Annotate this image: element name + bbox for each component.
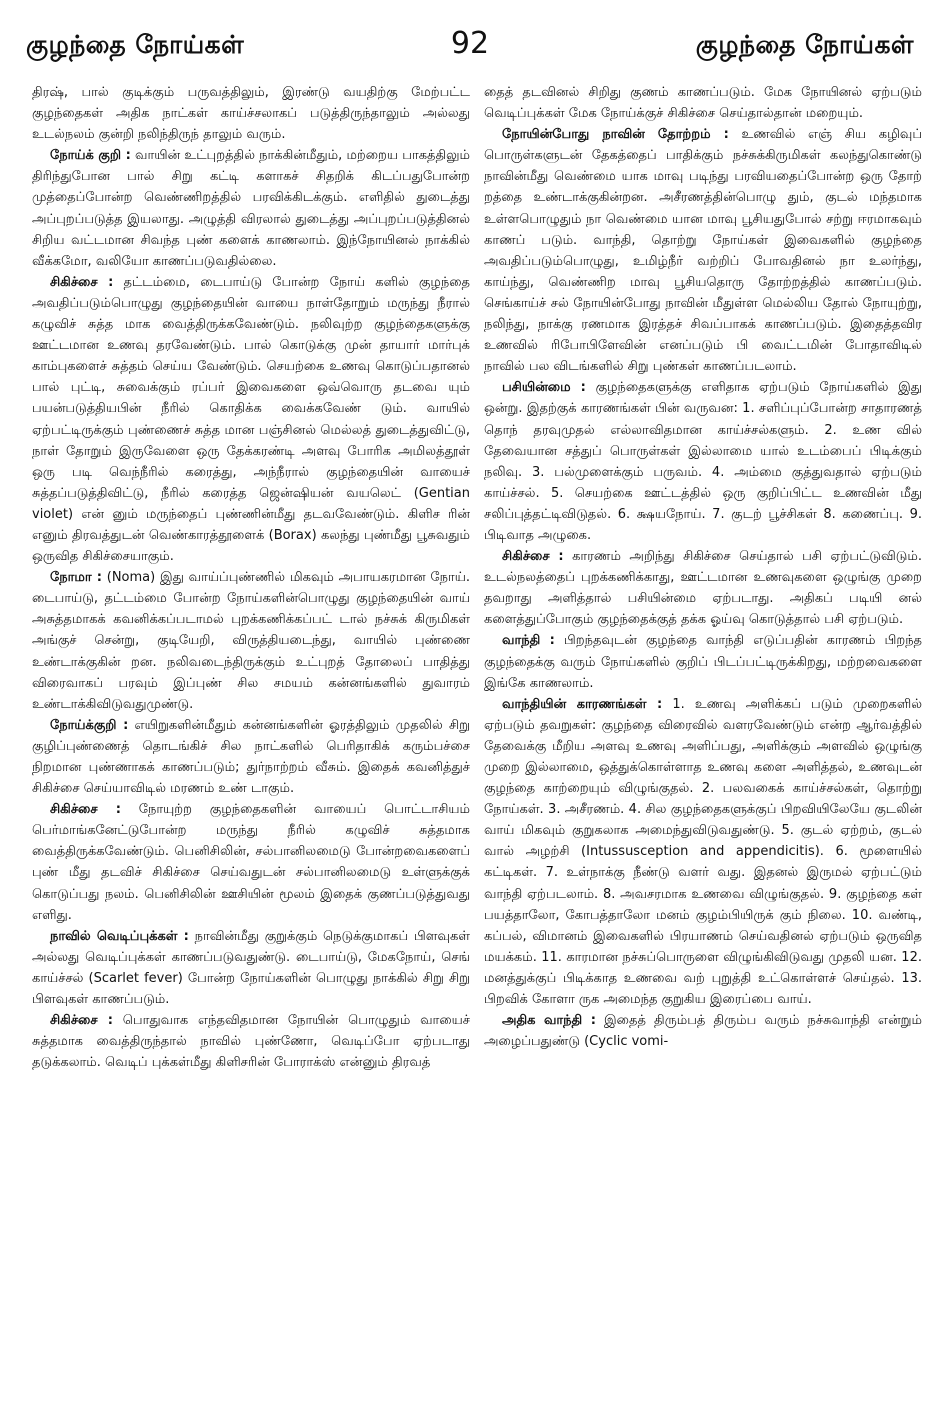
paragraph-text: வாயின் உட்புறத்தில் நாக்கின்மீதும், மற்றைய பாகத்திலும் திரிந்துபோன பால் சிறு கட்டி களாகச் சிதறிக் கிடப்பதுபோன்ற முத்தைப்போன்ற வெண்ணிறத்தில் பரவிக்கிடக்கும். எளிதில் துடைத்து அப்புறப்படுத்த இயலாது. அழுத்தி விரலால் துடைத்து அப்புறப்படுத்தினல் சிறிய வட்டமான சிவந்த புண் களைக் காணலாம். இந்நோயினல் நாக்கில் வீக்கமோ, வலியோ காணப்படுவதில்லை. xyxy=(32,148,470,269)
paragraph xyxy=(32,567,470,715)
section-label: நோமா : xyxy=(50,570,102,586)
paragraph-text: காரணம் அறிந்து சிகிச்சை செய்தால் பசி ஏற்பட்டுவிடும். உடல்நலத்தைப் புறக்கணிக்காது, ஊட்டமான உணவுகளை ஒழுங்கு முறை தவறாது அளித்தால் பசியின்மை ஏற்படாது. அதிகப் படியி னல் களைத்துப்போகும் குழந்தைக்குத் தக்க ஓய்வு கொடுத்தால் பசி ஏற்படும். xyxy=(484,549,922,628)
paragraph xyxy=(32,715,470,799)
paragraph xyxy=(484,546,922,630)
paragraph-text: 1. உணவு அளிக்கப் படும் முறைகளில் ஏற்படும் தவறுகள்: குழந்தை விரைவில் வளரவேண்டும் என்ற ஆர்வத்தில் தேவைக்கு மீறிய அளவு உணவு அளிப்பது, அளிக்கும் அளவில் ஒழுங்கு முறை இல்லாமை, ஒத்துக்கொள்ளாத உணவு களை அளித்தல், உணவுடன் குழந்தை காற்றையும் விழுங்குதல். 2. பலவகைக் காய்ச்சல்கள், தொற்று நோய்கள். 3. அசீரணம். 4. சில குழந்தைகளுக்குப் பிறவியிலேயே குடலின் வாய் மிகவும் குறுகலாக அமைந்துவிடுவதுண்டு. 5. குடல் ஏற்றம், குடல் வால் அழற்சி (Intussusception and appendicitis). 6. மூளையில் கட்டிகள். 7. உள்நாக்கு நீண்டு வளர் வது. இதனல் இருமல் ஏற்பட்டும் வாந்தி ஏற்படலாம். 8. அவசரமாக உணவை விழுங்குதல். 9. குழந்தை கள் பயத்தாலோ, கோபத்தாலோ மனம் குழம்பியிருக் கும் நிலை. 10. வண்டி, கப்பல், விமானம் இவைகளில் பிரயாணம் செய்வதினல் ஏற்படும் ஒருவித மயக்கம். 11. காரமான நச்சுப்பொருளை விழுங்கிவிடுவது முதலி யன. 12. மனத்துக்குப் பிடிக்காத உணவை வற் புறுத்தி உட்கொள்ளச் செய்தல். 13. பிறவிக் கோளா ருக அமைந்த குறுகிய இரைப்பை வாய். xyxy=(484,696,922,1008)
section-label: சிகிச்சை : xyxy=(50,802,121,818)
section-label: நோய்க் குறி : xyxy=(50,148,131,164)
paragraph-text: தைத் தடவினல் சிறிது குணம் காணப்படும். மேக நோயினல் ஏற்படும் வெடிப்புக்கள் மேக நோய்க்குச் சிகிச்சை செய்தால்தான் மறையும். xyxy=(484,85,922,122)
paragraph-text: உணவில் எஞ் சிய கழிவுப் பொருள்களுடன் தேகத்தைப் பாதிக்கும் நச்சுக்கிருமிகள் கலந்துகொண்டு நாவின்மீது வெண்மை யாக மாவு படிந்து பரவியதைப்போன்ற ஒரு தோற் றத்தை உண்டாக்குகின்றன. அசீரணத்தின்பொழு தும், குடல் மந்தமாக உள்ளபொழுதும் நா வெண்மை யான மாவு பூசியதுபோல் சற்று ஈரமாகவும் காணப் படும். வாந்தி, தொற்று நோய்கள் இவைகளில் குழந்தை அவதிப்படும்பொழுது, உமிழ்நீர் வற்றிப் போவதினல் நா உலர்ந்து, காய்ந்து, வெண்ணிற மாவு பூசியதொரு தோற்றத்தில் காணப்படும். செங்காய்ச் சல் நோயின்போது நாவின் மீதுள்ள மெல்லிய தோல் நோயுற்று, நலிந்து, நாக்கு ரணமாக இரத்தச் சிவப்பாகக் காணப்படும். இதைத்தவிர உணவில் ரிபோபிளேவின் எனப்படும் பி வைட்டமின் போதாவிடில் நாவில் பல விடங்களில் சிறு புண்கள் காணப்படலாம். xyxy=(484,127,922,375)
page-header xyxy=(18,22,922,66)
paragraph-text: தட்டம்மை, டைபாய்டு போன்ற நோய் களில் குழந்தை அவதிப்படும்பொழுது குழந்தையின் வாயை நாள்தோறும் மருந்து நீரால் கழுவிச் சுத்த மாக வைத்திருக்கவேண்டும். நலிவுற்ற குழந்தைகளுக்கு ஊட்டமான உணவு தரவேண்டும். பால் கொடுக்கு முன் தாயார் மார்புக் காம்புகளைச் சுத்தம் செய்ய வேண்டும். செயற்கை உணவு கொடுப்பதானல் பால் புட்டி, சுவைக்கும் ரப்பர் இவைகளை ஒவ்வொரு தடவை யும் பயன்படுத்தியபின் நீரில் கொதிக்க வைக்கவேண் டும். வாயில் ஏற்பட்டிருக்கும் புண்ணைச் சுத்த மான பஞ்சினல் மெல்லத் துடைத்துவிட்டு, நாள் தோறும் இருவேளை ஒரு தேக்கரண்டி அளவு போரிக அமிலத்தூள் ஒரு படி வெந்நீரில் கரைத்து, அந்நீரால் குழந்தையின் வாயைச் சுத்தப்படுத்திவிட்டு, நீரில் கரைத்த ஜென்ஷியன் வயலெட் (Gentian violet) என் னும் மருந்தைப் புண்ணின்மீது தடவவேண்டும். கிளிச ரின் எனும் திரவத்துடன் வெண்காரத்தூளைக் (Borax) கலந்து புண்மீது பூசுவதும் ஒருவித சிகிச்சையாகும். xyxy=(32,274,470,565)
section-label: சிகிச்சை : xyxy=(502,549,564,565)
paragraph xyxy=(32,799,470,926)
paragraph-text: குழந்தைகளுக்கு எளிதாக ஏற்படும் நோய்களில் இது ஒன்று. இதற்குக் காரணங்கள் பின் வருவன: 1. சளிப்புப்போன்ற சாதாரணத் தொந் தரவுமுதல் எல்லாவிதமான காய்ச்சல்களும். 2. உண வில் தேவையான சத்துப் பொருள்கள் இல்லாமை யால் உடம்பைப் பிடிக்கும் நலிவு. 3. பல்முளைக்கும் பருவம். 4. அம்மை குத்துவதால் ஏற்படும் காய்ச்சல். 5. செயற்கை ஊட்டத்தில் ஒரு குறிப்பிட்ட உணவின் மீது சலிப்புத்தட்டிவிடுதல். 6. க்ஷயநோய். 7. குடற் பூச்சிகள் 8. கணைப்பு. 9. பிடிவாத அழுகை. xyxy=(484,380,922,543)
paragraph xyxy=(484,82,922,124)
paragraph xyxy=(484,124,922,377)
section-label: வாந்தியின் காரணங்கள் : xyxy=(502,696,663,712)
right-column xyxy=(484,82,922,1412)
section-label: சிகிச்சை : xyxy=(50,274,114,290)
paragraph xyxy=(32,272,470,567)
section-label: வாந்தி : xyxy=(502,633,555,649)
paragraph xyxy=(32,926,470,1010)
paragraph-text: இதைத் திரும்பத் திரும்ப வரும் நச்சுவாந்தி என்றும் அழைப்பதுண்டு (Cyclic vomi- xyxy=(484,1013,922,1050)
paragraph xyxy=(32,82,470,145)
paragraph-text: எயிறுகளின்மீதும் கன்னங்களின் ஓரத்திலும் முதலில் சிறு குழிப்புண்ணைத் தொடங்கிச் சில நாட்களில் பெரிதாகிக் கரும்பச்சை நிறமான புண்ணாகக் காணப்படும்; துர்நாற்றம் வீசும். இதைக் கவனித்துச் சிகிச்சை செய்யாவிடில் மரணம் உண் டாகும். xyxy=(32,717,470,797)
paragraph-text: திரஷ், பால் குடிக்கும் பருவத்திலும், இரண்டு வயதிற்கு மேற்பட்ட குழந்தைகள் அதிக நாட்கள் காய்ச்சலாகப் படுத்திருந்தாலும் அல்லது உடல்நலம் குன்றி நலிந்திருந் தாலும் வரும். xyxy=(32,85,470,143)
paragraph-text: பிறந்தவுடன் குழந்தை வாந்தி எடுப்பதின் காரணம் பிறந்த குழந்தைக்கு வரும் நோய்களில் குறிப் பிடப்பட்டிருக்கிறது, மற்றவைகளை இங்கே காணலாம். xyxy=(484,633,922,691)
section-label: அதிக வாந்தி : xyxy=(502,1013,596,1029)
paragraph-text: நோயுற்ற குழந்தைகளின் வாயைப் பொட்டாசியம் பெர்மாங்கனேட்டுபோன்ற மருந்து நீரில் கழுவிச் சுத்தமாக வைத்திருக்கவேண்டும். பெனிசிலின், சல்பானிலமைடு போன்றவைகளைப் புண் மீது தடவிச் சிகிச்சை செய்வதுடன் சல்பானிலமைடு உள்ளுக்குக் கொடுப்பது நலம். பெனிசிலின் ஊசியின் மூலம் இதைக் குணப்படுத்துவது எளிது. xyxy=(32,802,470,923)
section-label: சிகிச்சை : xyxy=(50,1013,113,1029)
page-number: 92 xyxy=(450,26,490,61)
paragraph-text: (Noma) இது வாய்ப்புண்ணில் மிகவும் அபாயகரமான நோய். டைபாய்டு, தட்டம்மை போன்ற நோய்களின்பொழுது குழந்தையின் வாய் அசுத்தமாகக் கவனிக்கப்படாமல் புறக்கணிக்கப்பட் டால் நச்சுக் கிருமிகள் அங்குச் சென்று, குடியேறி, விருத்தியடைந்து, வாயில் புண்ணை உண்டாக்குகின் றன. நலிவடைந்திருக்கும் உட்புறத் தோலைப் பாதித்து விரைவாகப் பரவும் இப்புண் சில சமயம் கன்னங்களில் துவாரம் உண்டாக்கிவிடுவதுமுண்டு. xyxy=(32,570,470,712)
paragraph xyxy=(484,630,922,693)
paragraph-text: நாவின்மீது குறுக்கும் நெடுக்குமாகப் பிளவுகள் அல்லது வெடிப்புக்கள் காணப்படுவதுண்டு. டைபாய்டு, மேகநோய், செங் காய்ச்சல் (Scarlet fever) போன்ற நோய்களின் பொழுது நாக்கில் சிறு சிறு பிளவுகள் காணப்படும். xyxy=(32,928,470,1008)
section-label: நோய்க்குறி : xyxy=(50,717,129,733)
left-column xyxy=(32,82,470,1412)
section-label: நாவில் வெடிப்புக்கள் : xyxy=(50,928,189,944)
running-title-left: குழந்தை நோய்கள் xyxy=(26,30,245,59)
paragraph-text: பொதுவாக எந்தவிதமான நோயின் பொழுதும் வாயைச் சுத்தமாக வைத்திருந்தால் நாவில் புண்ணோ, வெடிப்போ ஏற்படாது தடுக்கலாம். வெடிப் புக்கள்மீது கிளிசரின் போராக்ஸ் என்னும் திரவத் xyxy=(32,1013,470,1071)
section-label: நோயின்போது நாவின் தோற்றம் : xyxy=(502,127,729,143)
section-label: பசியின்மை : xyxy=(502,380,586,396)
paragraph xyxy=(484,694,922,1010)
paragraph xyxy=(484,377,922,546)
paragraph xyxy=(484,1010,922,1052)
paragraph xyxy=(32,1010,470,1073)
paragraph xyxy=(32,145,470,272)
running-title-right: குழந்தை நோய்கள் xyxy=(695,30,914,59)
